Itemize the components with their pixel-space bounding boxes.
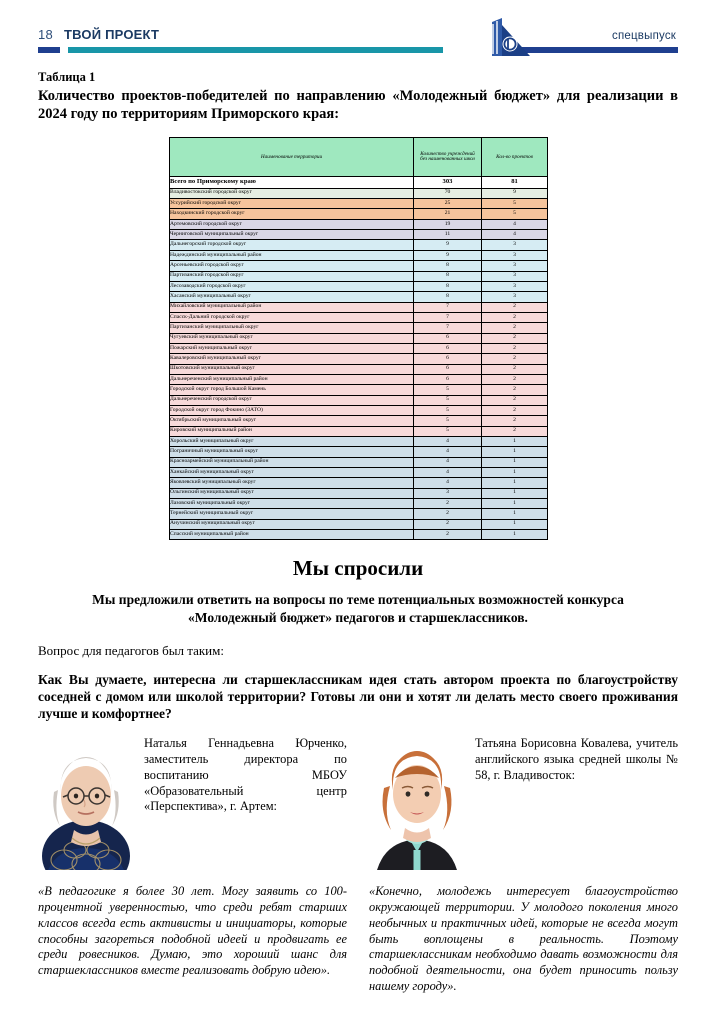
cell-institutions: 5: [414, 385, 482, 395]
cell-projects: 1: [482, 530, 548, 540]
cell-institutions: 4: [414, 468, 482, 478]
cell-territory: Всего по Приморскому краю: [170, 177, 414, 189]
cell-institutions: 2: [414, 519, 482, 529]
table-label: Таблица 1: [38, 70, 96, 84]
question-intro: Вопрос для педагогов был таким:: [38, 642, 224, 658]
cell-institutions: 8: [414, 281, 482, 291]
col-header-institutions: Количество учреждений без наименованных школ: [414, 138, 482, 177]
portrait-natalya-yurchenko: [38, 738, 134, 870]
table-row: [170, 281, 548, 291]
cell-projects: 5: [482, 199, 548, 209]
cell-projects: 1: [482, 457, 548, 467]
cell-projects: 9: [482, 188, 548, 198]
cell-territory: Надеждинский муниципальный район: [170, 250, 414, 260]
cell-territory: Кировский муниципальный район: [170, 426, 414, 436]
cell-institutions: 4: [414, 457, 482, 467]
cell-territory: Спасск-Дальний городской округ: [170, 312, 414, 322]
table-row: [170, 354, 548, 364]
testimonials-row: [38, 736, 678, 994]
cell-territory: Анучинский муниципальный округ: [170, 519, 414, 529]
projects-table-container: [169, 137, 547, 540]
table-row: [170, 405, 548, 415]
cell-institutions: 4: [414, 437, 482, 447]
cell-projects: 3: [482, 240, 548, 250]
table-body: [170, 177, 548, 540]
cell-territory: Находкинский городской округ: [170, 209, 414, 219]
cell-institutions: 6: [414, 333, 482, 343]
cell-institutions: 9: [414, 240, 482, 250]
cell-territory: Яковлевский муниципальный округ: [170, 478, 414, 488]
cell-institutions: 5: [414, 395, 482, 405]
cell-projects: 1: [482, 447, 548, 457]
cell-projects: 2: [482, 302, 548, 312]
cell-territory: Городской округ город Большой Камень: [170, 385, 414, 395]
cell-territory: Лесозаводский городской округ: [170, 281, 414, 291]
cell-projects: 2: [482, 374, 548, 384]
cell-institutions: 21: [414, 209, 482, 219]
table-row: [170, 240, 548, 250]
cell-territory: Тернейский муниципальный округ: [170, 509, 414, 519]
cell-projects: 1: [482, 478, 548, 488]
table-row: [170, 468, 548, 478]
table-header-row: [170, 138, 548, 177]
cell-territory: Шкотовский муниципальный округ: [170, 364, 414, 374]
cell-territory: Дальнереченский городской округ: [170, 395, 414, 405]
cell-territory: Красноармейский муниципальный район: [170, 457, 414, 467]
table-row: [170, 530, 548, 540]
cell-institutions: 6: [414, 374, 482, 384]
testimonial-right-who: Татьяна Борисовна Ковалева, учитель английского языка средней школы № 58, г. Владивосток:: [475, 736, 678, 782]
header-square-mark: [38, 47, 60, 53]
cell-territory: Партизанский муниципальный округ: [170, 323, 414, 333]
table-head: [170, 138, 548, 177]
cell-institutions: 4: [414, 447, 482, 457]
col-header-projects: Кол-во проектов: [482, 138, 548, 177]
table-row: [170, 312, 548, 322]
table-row: [170, 302, 548, 312]
cell-projects: 4: [482, 219, 548, 229]
cell-territory: Черниговской муниципальный округ: [170, 230, 414, 240]
cell-territory: Хорольский муниципальный округ: [170, 437, 414, 447]
table-row: [170, 509, 548, 519]
cell-institutions: 5: [414, 416, 482, 426]
table-row-total: [170, 177, 548, 189]
table-row: [170, 261, 548, 271]
cell-institutions: 8: [414, 261, 482, 271]
cell-institutions: 2: [414, 499, 482, 509]
cell-territory: Арсеньевский городской округ: [170, 261, 414, 271]
cell-institutions: 6: [414, 354, 482, 364]
table-row: [170, 385, 548, 395]
cell-projects: 2: [482, 354, 548, 364]
cell-institutions: 11: [414, 230, 482, 240]
table-row: [170, 292, 548, 302]
table-row: [170, 343, 548, 353]
cell-institutions: 7: [414, 323, 482, 333]
table-row: [170, 188, 548, 198]
header-edition-label: спецвыпуск: [612, 30, 676, 42]
cell-projects: 2: [482, 343, 548, 353]
cell-institutions: 2: [414, 530, 482, 540]
table-row: [170, 416, 548, 426]
cell-institutions: 9: [414, 250, 482, 260]
table-row: [170, 478, 548, 488]
cell-projects: 1: [482, 468, 548, 478]
cell-projects: 81: [482, 177, 548, 189]
testimonial-left: [38, 736, 347, 994]
sail-logo-icon: [478, 16, 540, 60]
page-header: [38, 0, 678, 58]
cell-projects: 3: [482, 250, 548, 260]
cell-territory: Пограничный муниципальный округ: [170, 447, 414, 457]
table-row: [170, 323, 548, 333]
table-row: [170, 230, 548, 240]
testimonial-right: [369, 736, 678, 994]
cell-projects: 2: [482, 405, 548, 415]
testimonial-left-intro: [38, 736, 347, 872]
table-row: [170, 250, 548, 260]
table-row: [170, 447, 548, 457]
section-lead-paragraph: Мы предложили ответить на вопросы по теме потенциальных возможностей конкурса «Молодежный бюджет» педагогов и старшеклассников.: [92, 592, 624, 625]
cell-territory: Дальнереченский муниципальный район: [170, 374, 414, 384]
cell-territory: Владивостокский городской округ: [170, 188, 414, 198]
cell-projects: 3: [482, 261, 548, 271]
table-row: [170, 395, 548, 405]
cell-projects: 1: [482, 519, 548, 529]
section-heading-we-asked: Мы спросили: [292, 556, 424, 581]
cell-institutions: 6: [414, 343, 482, 353]
cell-projects: 4: [482, 230, 548, 240]
cell-territory: Партизанский городской округ: [170, 271, 414, 281]
cell-territory: Городской округ город Фокино (ЗАТО): [170, 405, 414, 415]
table-row: [170, 333, 548, 343]
cell-territory: Артемовский городской округ: [170, 219, 414, 229]
cell-projects: 2: [482, 333, 548, 343]
cell-territory: Уссурийский городской округ: [170, 199, 414, 209]
cell-projects: 1: [482, 488, 548, 498]
cell-projects: 3: [482, 281, 548, 291]
table-row: [170, 199, 548, 209]
cell-projects: 1: [482, 499, 548, 509]
cell-institutions: 4: [414, 478, 482, 488]
table-row: [170, 457, 548, 467]
cell-territory: Кавалеровский муниципальный округ: [170, 354, 414, 364]
header-rules: [38, 45, 678, 54]
cell-institutions: 303: [414, 177, 482, 189]
cell-territory: Спасский муниципальный район: [170, 530, 414, 540]
cell-projects: 2: [482, 385, 548, 395]
cell-territory: Чугуевский муниципальный округ: [170, 333, 414, 343]
cell-projects: 2: [482, 426, 548, 436]
cell-territory: Октябрьский муниципальный округ: [170, 416, 414, 426]
cell-territory: Ольгинский муниципальный округ: [170, 488, 414, 498]
cell-projects: 2: [482, 312, 548, 322]
cell-projects: 1: [482, 509, 548, 519]
cell-institutions: 5: [414, 405, 482, 415]
table-title: Количество проектов-победителей по направлению «Молодежный бюджет» для реализации в 2024 году по территориям Приморского края:: [38, 88, 678, 123]
cell-projects: 3: [482, 292, 548, 302]
table-row: [170, 437, 548, 447]
cell-territory: Пожарский муниципальный округ: [170, 343, 414, 353]
cell-institutions: 70: [414, 188, 482, 198]
cell-territory: Ханкайский муниципальный округ: [170, 468, 414, 478]
cell-institutions: 8: [414, 271, 482, 281]
question-text: Как Вы думаете, интересна ли старшеклассникам идея стать автором проекта по благоустройству соседней с домом или школой территории? Готовы ли они и хотят ли делать место своего проживания лучше и комфортнее?: [38, 671, 678, 722]
testimonial-right-intro: [369, 736, 678, 872]
cell-institutions: 5: [414, 426, 482, 436]
table-row: [170, 219, 548, 229]
cell-institutions: 2: [414, 509, 482, 519]
cell-projects: 5: [482, 209, 548, 219]
cell-institutions: 3: [414, 488, 482, 498]
col-header-territory: Наименование территории: [170, 138, 414, 177]
table-row: [170, 426, 548, 436]
cell-projects: 1: [482, 437, 548, 447]
cell-projects: 3: [482, 271, 548, 281]
portrait-tatyana-kovaleva: [369, 738, 465, 870]
table-row: [170, 499, 548, 509]
header-teal-rule: [68, 47, 443, 53]
cell-institutions: 8: [414, 292, 482, 302]
testimonial-left-quote: «В педагогике я более 30 лет. Могу заявить со 100-процентной уверенностью, что среди ребят старших классов всегда есть активисты и инициаторы, которые способны загореться подобной идеей и продвигать ее среди ровесников. Думаю, это хороший шанс для старшеклассников вместе реализовать добрую идею».: [38, 884, 347, 978]
cell-institutions: 6: [414, 364, 482, 374]
cell-institutions: 7: [414, 302, 482, 312]
table-row: [170, 209, 548, 219]
table-row: [170, 519, 548, 529]
table-row: [170, 271, 548, 281]
testimonial-right-quote: «Конечно, молодежь интересует благоустройство окружающей территории. У молодого поколения много необычных и практичных идей, которые не всегда могут быть воплощены в реальность. Поэтому старшеклассникам необходимо давать возможности для подобной деятельности, она будет приносить пользу нашему городу».: [369, 884, 678, 993]
cell-territory: Хасанский муниципальный округ: [170, 292, 414, 302]
page-number: 18: [38, 27, 54, 42]
cell-institutions: 25: [414, 199, 482, 209]
cell-projects: 2: [482, 416, 548, 426]
cell-institutions: 7: [414, 312, 482, 322]
table-row: [170, 488, 548, 498]
cell-territory: Дальнегорский городской округ: [170, 240, 414, 250]
cell-projects: 2: [482, 395, 548, 405]
table-row: [170, 364, 548, 374]
table-row: [170, 374, 548, 384]
cell-territory: Михайловский муниципальный район: [170, 302, 414, 312]
testimonial-left-who: Наталья Геннадьевна Юрченко, заместитель директора по воспитанию МБОУ «Образовательный центр «Перспектива», г. Артем:: [144, 736, 347, 814]
cell-territory: Лазовский муниципальный округ: [170, 499, 414, 509]
cell-projects: 2: [482, 323, 548, 333]
cell-institutions: 19: [414, 219, 482, 229]
cell-projects: 2: [482, 364, 548, 374]
header-title: ТВОЙ ПРОЕКТ: [64, 27, 160, 42]
projects-table: [169, 137, 548, 540]
